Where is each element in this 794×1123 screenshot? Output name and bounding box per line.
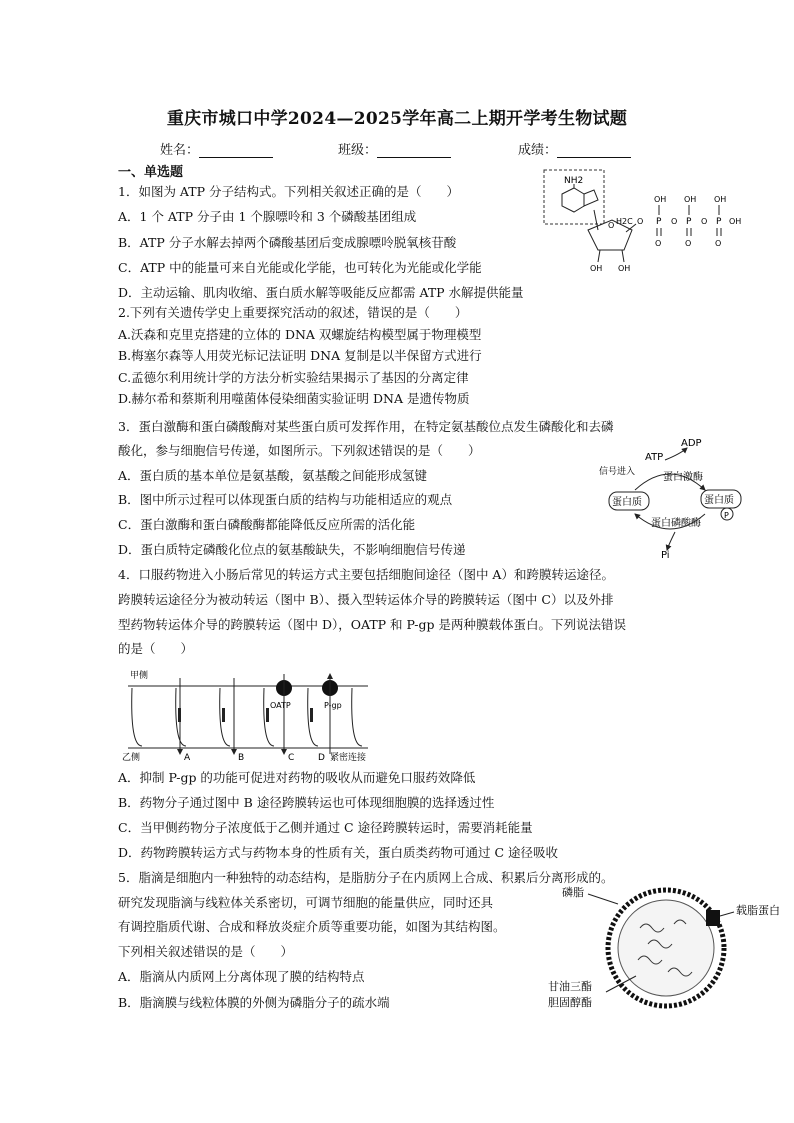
q1-option-d: D．主动运输、肌肉收缩、蛋白质水解等吸能反应都需 ATP 水解提供能量 [118, 285, 524, 300]
score-blank [557, 143, 631, 158]
q4-stem-line1: 4．口服药物进入小肠后常见的转运方式主要包括细胞间途径（图中 A）和跨膜转运途径。 [118, 567, 614, 582]
name-label: 姓名： [160, 143, 200, 158]
protein-label: 蛋白质 [612, 497, 642, 508]
q5-option-b: B．脂滴膜与线粒体膜的外侧为磷脂分子的疏水端 [118, 995, 390, 1010]
q1-option-b: B．ATP 分子水解去掉两个磷酸基团后变成腺嘌呤脱氧核苷酸 [118, 235, 457, 250]
q2-option-b: B.梅塞尔森等人用荧光标记法证明 DNA 复制是以半保留方式进行 [118, 348, 482, 363]
phosphate-p3: P [716, 217, 722, 227]
q4-stem-line4: 的是（ ） [118, 641, 194, 656]
q1-stem: 1．如图为 ATP 分子结构式。下列相关叙述正确的是（ ） [118, 184, 459, 199]
adp-label: ADP [681, 438, 702, 449]
path-d-label: D [318, 753, 325, 763]
oxo-3: O [715, 239, 722, 248]
q5-stem-line4: 下列相关叙述错误的是（ ） [118, 944, 294, 959]
oh-label-3: OH [618, 264, 631, 273]
signal-in-label: 信号进入 [599, 467, 636, 477]
q4-stem-line3: 型药物转运体介导的跨膜转运（图中 D），OATP 和 P-gp 是两种膜载体蛋白。下列说法错误 [118, 617, 626, 632]
phosphate-p1: P [656, 217, 662, 227]
oh-top-3: OH [714, 195, 727, 204]
q4-stem-line2: 跨膜转运途径分为被动转运（图中 B）、摄入型转运体介导的跨膜转运（图中 C）以及外排 [118, 592, 614, 607]
q3-option-b: B．图中所示过程可以体现蛋白质的结构与功能相适应的观点 [118, 492, 453, 507]
q5-stem-line2: 研究发现脂滴与线粒体关系密切，可调节细胞的能量供应，同时还具 [118, 895, 494, 910]
oh-top-1: OH [654, 195, 667, 204]
adenine-ring-5 [584, 190, 598, 206]
q4-option-d: D．药物跨膜转运方式与药物本身的性质有关，蛋白质类药物可通过 C 途径吸收 [118, 845, 559, 860]
score-label: 成绩： [518, 143, 558, 158]
q3-option-a: A．蛋白质的基本单位是氨基酸，氨基酸之间能形成氢键 [118, 468, 428, 483]
apolipoprotein-block [706, 910, 720, 926]
phospholipid-label: 磷脂 [562, 886, 584, 899]
link-o-label: O [637, 217, 644, 226]
oh-label-2: OH [590, 264, 603, 273]
pi-label: Pi [661, 550, 670, 560]
q2-option-a: A.沃森和克里克搭建的立体的 DNA 双螺旋结构模型属于物理模型 [118, 327, 482, 342]
phosphate-p2: P [686, 217, 692, 227]
path-c-label: C [288, 753, 295, 763]
ribose-o-label: O [608, 221, 615, 230]
name-blank [199, 143, 273, 158]
oxo-2: O [685, 239, 692, 248]
q4-option-b: B．药物分子通过图中 B 途径跨膜转运也可体现细胞膜的选择透过性 [118, 795, 495, 810]
oxo-1: O [655, 239, 662, 248]
section-heading: 一、单选题 [118, 165, 184, 180]
side-b-label: 乙侧 [122, 753, 141, 763]
lipid-droplet-figure [548, 882, 788, 1022]
oh-top-2: OH [684, 195, 697, 204]
score-field [518, 139, 631, 158]
side-a-label: 甲侧 [130, 671, 149, 681]
ch2-label: H2C [616, 217, 633, 226]
terminal-oh: OH [729, 217, 742, 226]
oatp-label: OATP [270, 701, 291, 710]
class-label: 班级： [338, 143, 378, 158]
kinase-label: 蛋白激酶 [663, 472, 703, 483]
cholesterol-label: 胆固醇酯 [548, 996, 592, 1009]
q2-option-d: D.赫尔希和蔡斯利用噬菌体侵染细菌实验证明 DNA 是遗传物质 [118, 391, 470, 406]
bridge-o-2: O [701, 217, 708, 226]
q5-option-a: A．脂滴从内质网上分离体现了膜的结构特点 [118, 969, 365, 984]
q4-option-c: C．当甲侧药物分子浓度低于乙侧并通过 C 途径跨膜转运时，需要消耗能量 [118, 820, 533, 835]
nh2-label: NH2 [564, 176, 584, 186]
bridge-o-1: O [671, 217, 678, 226]
phosphate-p-label: P [724, 511, 729, 520]
class-field [338, 139, 451, 158]
atp-label: ATP [645, 452, 664, 463]
atp-structure-figure [540, 166, 760, 276]
apolipoprotein-label: 载脂蛋白 [736, 904, 780, 917]
path-b-label: B [238, 753, 245, 763]
q1-option-a: A．1 个 ATP 分子由 1 个腺嘌呤和 3 个磷酸基团组成 [118, 209, 417, 224]
q5-stem-line1: 5．脂滴是细胞内一种独特的动态结构，是脂肪分子在内质网上合成、积累后分离形成的。 [118, 870, 614, 885]
membrane-transport-figure [118, 668, 378, 764]
apolipoprotein-pointer [720, 912, 734, 916]
q3-stem-line2: 酸化，参与细胞信号传递，如图所示。下列叙述错误的是（ ） [118, 443, 481, 458]
adenine-ring [562, 188, 584, 212]
page-title: 重庆市城口中学2024—2025学年高二上期开学考生物试题 [166, 109, 628, 129]
kinase-cycle-figure [595, 434, 765, 560]
path-a-label: A [184, 753, 191, 763]
pgp-label: P-gp [324, 701, 342, 710]
phosphatase-label: 蛋白磷酸酶 [651, 518, 701, 529]
q3-stem-line1: 3．蛋白激酶和蛋白磷酸酶对某些蛋白质可发挥作用，在特定氨基酸位点发生磷酸化和去磷 [118, 419, 614, 434]
q3-option-d: D．蛋白质特定磷酸化位点的氨基酸缺失，不影响细胞信号传递 [118, 542, 466, 557]
q2-stem: 2.下列有关遗传学史上重要探究活动的叙述，错误的是（ ） [118, 305, 468, 320]
protein2-label: 蛋白质 [704, 495, 734, 506]
phospholipid-pointer [588, 894, 618, 904]
q5-stem-line3: 有调控脂质代谢、合成和释放炎症介质等重要功能，如图为其结构图。 [118, 919, 506, 934]
q1-option-c: C．ATP 中的能量可来自光能或化学能，也可转化为光能或化学能 [118, 260, 482, 275]
class-blank [377, 143, 451, 158]
q4-option-a: A．抑制 P-gp 的功能可促进对药物的吸收从而避免口服药效降低 [118, 770, 476, 785]
junction-label: 紧密连接 [330, 753, 367, 763]
name-field [160, 139, 273, 158]
q2-option-c: C.孟德尔利用统计学的方法分析实验结果揭示了基因的分离定律 [118, 370, 469, 385]
triglyceride-label: 甘油三酯 [548, 980, 592, 993]
q3-option-c: C．蛋白激酶和蛋白磷酸酶都能降低反应所需的活化能 [118, 517, 416, 532]
